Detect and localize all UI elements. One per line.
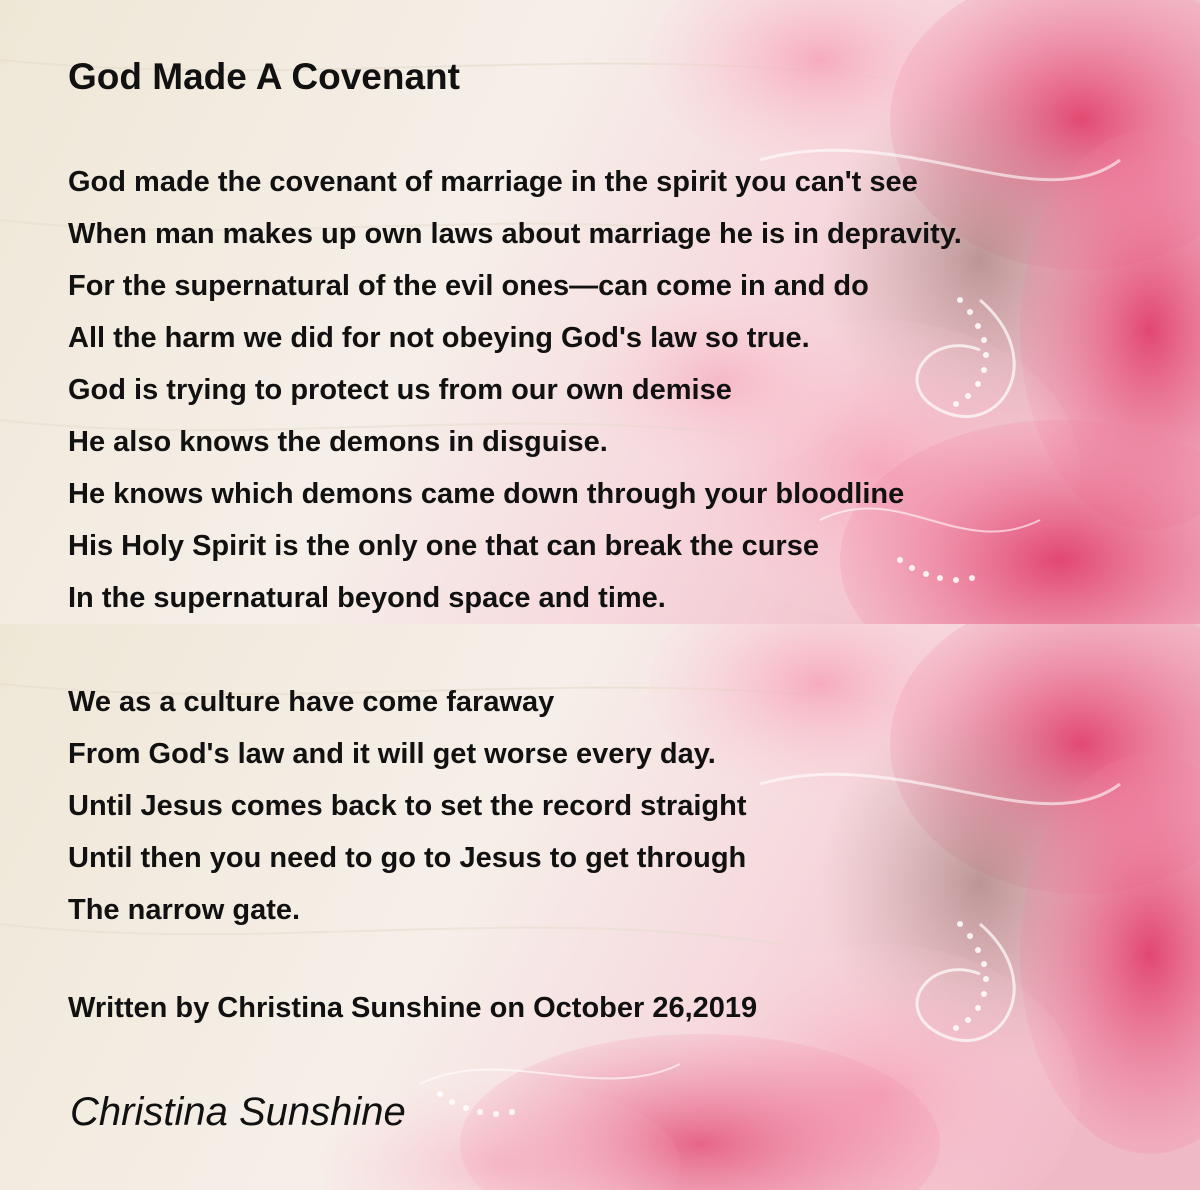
poem-line: He knows which demons came down through your bloodline	[68, 478, 905, 510]
poem-line: Until then you need to go to Jesus to get through	[68, 842, 747, 874]
poem-line: In the supernatural beyond space and time.	[68, 582, 666, 614]
poem-line: All the harm we did for not obeying God's law so true.	[68, 322, 810, 354]
poem-line: We as a culture have come faraway	[68, 686, 555, 718]
poem-line: When man makes up own laws about marriage he is in depravity.	[68, 218, 962, 250]
poem-stanza-1	[68, 156, 962, 624]
poem-line: Until Jesus comes back to set the record straight	[68, 790, 747, 822]
poem-line: He also knows the demons in disguise.	[68, 426, 608, 458]
poem-line: For the supernatural of the evil ones—can come in and do	[68, 270, 869, 302]
poem-line: From God's law and it will get worse every day.	[68, 738, 716, 770]
poem-line: God is trying to protect us from our own demise	[68, 374, 732, 406]
poem-byline: Written by Christina Sunshine on October 26,2019	[68, 992, 758, 1024]
poem-line: The narrow gate.	[68, 894, 301, 926]
poem-stanza-2	[68, 676, 746, 936]
poem-line: His Holy Spirit is the only one that can break the curse	[68, 530, 819, 562]
poem-line: God made the covenant of marriage in the spirit you can't see	[68, 166, 918, 198]
author-signature: Christina Sunshine	[70, 1090, 406, 1134]
poem-title: God Made A Covenant	[68, 56, 460, 97]
